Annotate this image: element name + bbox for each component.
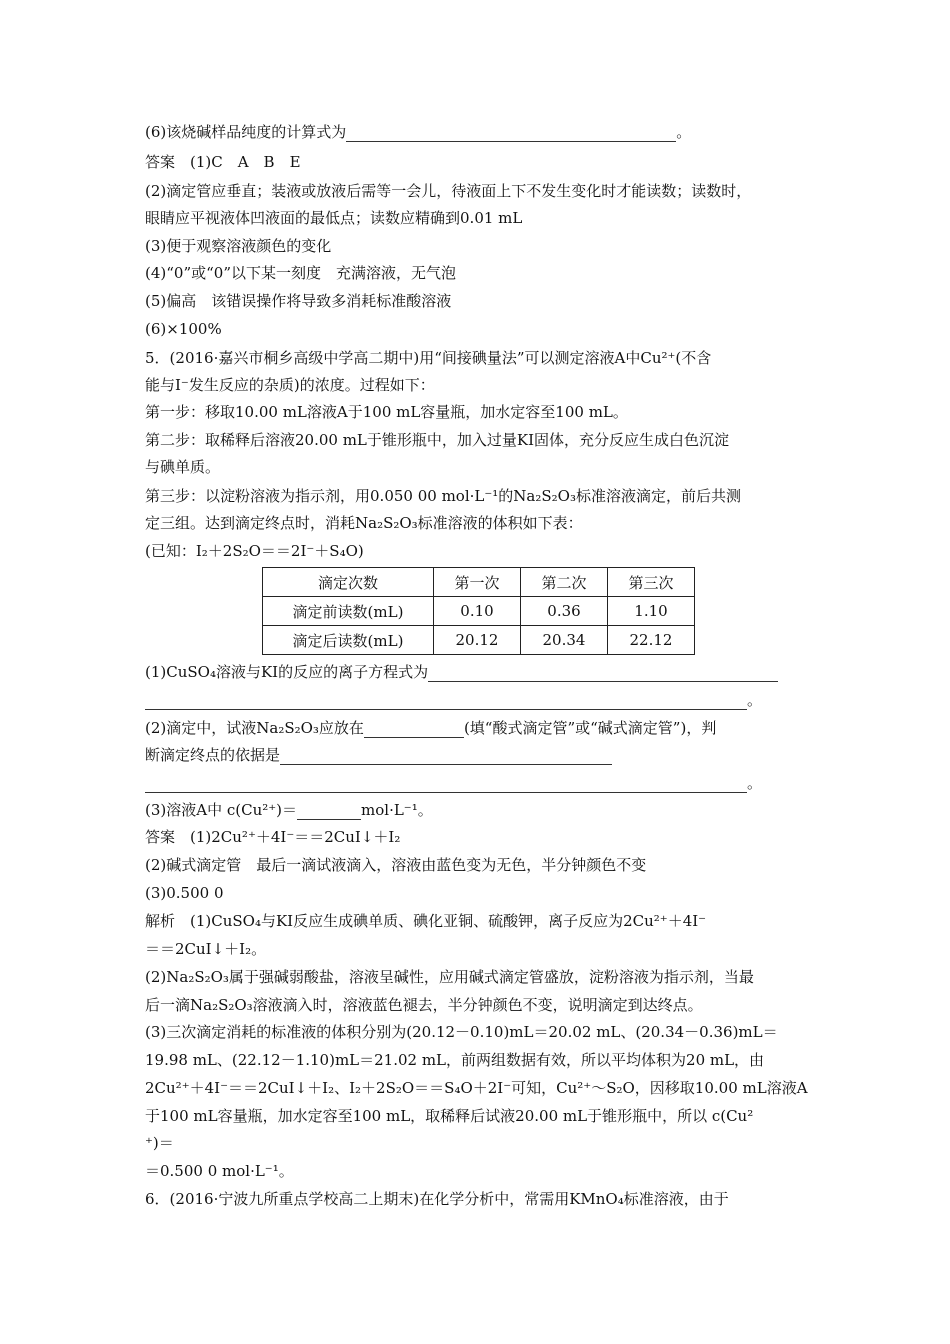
q4-answer-4: (4)“0”或“0”以下某一刻度 充满溶液，无气泡 (145, 264, 457, 282)
q5-part1-end: 。 (747, 691, 763, 709)
q5-part2-blank3 (145, 776, 747, 793)
titration-table (262, 567, 695, 655)
table-cell: 滴定后读数(mL) (263, 626, 434, 655)
table-header-row (263, 568, 695, 597)
q5-explanation-3-line4: 于100 mL容量瓶，加水定容至100 mL，取稀释后试液20.00 mL于锥形瓶中，所以 c(Cu² (145, 1107, 754, 1125)
table-cell: 20.12 (434, 626, 521, 655)
q5-explanation-2-line2: 后一滴Na₂S₂O₃溶液滴入时，溶液蓝色褪去，半分钟颜色不变，说明滴定到达终点。 (145, 996, 703, 1014)
q5-known-equation: (已知：I₂＋2S₂O＝＝2I⁻＋S₄O) (145, 542, 364, 560)
q4-part6 (145, 122, 691, 142)
q5-stem-line1: 5．(2016·嘉兴市桐乡高级中学高二期中)用“间接碘量法”可以测定溶液A中Cu²⁺(不含 (145, 349, 712, 367)
q5-part3-blank (297, 803, 361, 820)
q5-explanation-3-line5: ⁺)＝ (145, 1134, 174, 1152)
q5-part3-suffix: mol·L⁻¹。 (361, 801, 433, 819)
table-cell: 1.10 (608, 597, 695, 626)
q5-step2-line1: 第二步：取稀释后溶液20.00 mL于锥形瓶中，加入过量KI固体，充分反应生成白色沉淀 (145, 431, 730, 449)
q4-part6-blank (346, 125, 676, 142)
table-cell: 22.12 (608, 626, 695, 655)
q4-answer-3: (3)便于观察溶液颜色的变化 (145, 237, 332, 255)
q5-part2-prefix: (2)滴定中，试液Na₂S₂O₃应放在 (145, 719, 364, 737)
q5-answer-3: (3)0.500 0 (145, 884, 224, 902)
q5-explanation-3-line3: 2Cu²⁺＋4I⁻＝＝2CuI↓＋I₂、I₂＋2S₂O＝＝S₄O＋2I⁻可知，Cu²⁺～S₂O，因移取10.00 mL溶液A (145, 1079, 808, 1097)
q5-part2-end: 。 (747, 774, 763, 792)
q4-part6-suffix: 。 (676, 123, 692, 141)
table-header-cell: 第三次 (608, 568, 695, 597)
table-header-cell: 滴定次数 (263, 568, 434, 597)
q4-answer-5: (5)偏高 该错误操作将导致多消耗标准酸溶液 (145, 292, 452, 310)
q5-step2-line2: 与碘单质。 (145, 458, 221, 476)
q5-part1-blank (428, 665, 778, 682)
table-header-cell: 第二次 (521, 568, 608, 597)
q5-part2-blank2 (280, 748, 612, 765)
q5-step3-line2: 定三组。达到滴定终点时，消耗Na₂S₂O₃标准溶液的体积如下表： (145, 514, 583, 532)
q5-answer-2: (2)碱式滴定管 最后一滴试液滴入，溶液由蓝色变为无色，半分钟颜色不变 (145, 856, 647, 874)
q5-part2-mid: (填“酸式滴定管”或“碱式滴定管”)，判 (463, 719, 717, 737)
q5-step3-line1: 第三步：以淀粉溶液为指示剂，用0.050 00 mol·L⁻¹的Na₂S₂O₃标准溶液滴定，前后共测 (145, 487, 741, 505)
q4-answer-2-line2: 眼睛应平视液体凹液面的最低点；读数应精确到0.01 mL (145, 209, 523, 227)
q5-explanation-1-line2: ＝＝2CuI↓＋I₂。 (145, 940, 267, 958)
q5-part1-blank-line2 (145, 693, 747, 710)
q5-part2-line3 (145, 773, 762, 793)
q5-part1-line2 (145, 690, 762, 710)
table-row (263, 626, 695, 655)
q4-answer-2-line1: (2)滴定管应垂直；装液或放液后需等一会儿，待液面上下不发生变化时才能读数；读数时， (145, 182, 752, 200)
q5-part2-line2-text: 断滴定终点的依据是 (145, 746, 281, 764)
q4-answer-6: (6)×100% (145, 320, 222, 338)
q5-explanation-3-line1: (3)三次滴定消耗的标准液的体积分别为(20.12－0.10)mL＝20.02 mL、(20.34－0.36)mL＝ (145, 1023, 778, 1041)
q5-part1-prefix: (1)CuSO₄溶液与KI的反应的离子方程式为 (145, 663, 429, 681)
q5-explanation-3-line2: 19.98 mL、(22.12－1.10)mL＝21.02 mL，前两组数据有效，所以平均体积为20 mL，由 (145, 1051, 765, 1069)
table-cell: 0.10 (434, 597, 521, 626)
table-cell: 20.34 (521, 626, 608, 655)
q5-part2 (145, 718, 716, 738)
q5-explanation-1-line1: 解析 (1)CuSO₄与KI反应生成碘单质、碘化亚铜、硫酸钾，离子反应为2Cu²⁺＋4I⁻ (145, 912, 707, 930)
table-cell: 滴定前读数(mL) (263, 597, 434, 626)
q5-stem-line2: 能与I⁻发生反应的杂质)的浓度。过程如下： (145, 376, 435, 394)
q5-explanation-2-line1: (2)Na₂S₂O₃属于强碱弱酸盐，溶液呈碱性，应用碱式滴定管盛放，淀粉溶液为指示剂，当最 (145, 968, 754, 986)
q5-part2-line2 (145, 745, 612, 765)
q5-part3 (145, 800, 433, 820)
table-row (263, 597, 695, 626)
q5-part2-blank1 (364, 721, 464, 738)
q4-part6-prefix: (6)该烧碱样品纯度的计算式为 (145, 123, 347, 141)
q4-answer-label: 答案 (1)C A B E (145, 153, 301, 171)
table-header-cell: 第一次 (434, 568, 521, 597)
q5-explanation-3-line6: ＝0.500 0 mol·L⁻¹。 (145, 1162, 294, 1180)
table-cell: 0.36 (521, 597, 608, 626)
q5-step1: 第一步：移取10.00 mL溶液A于100 mL容量瓶，加水定容至100 mL。 (145, 403, 628, 421)
q5-answer-1: 答案 (1)2Cu²⁺＋4I⁻＝＝2CuI↓＋I₂ (145, 828, 401, 846)
q5-part1 (145, 662, 778, 682)
q6-stem-line1: 6．(2016·宁波九所重点学校高二上期末)在化学分析中，常需用KMnO₄标准溶液，由于 (145, 1190, 729, 1208)
q5-part3-prefix: (3)溶液A中 c(Cu²⁺)＝ (145, 801, 298, 819)
